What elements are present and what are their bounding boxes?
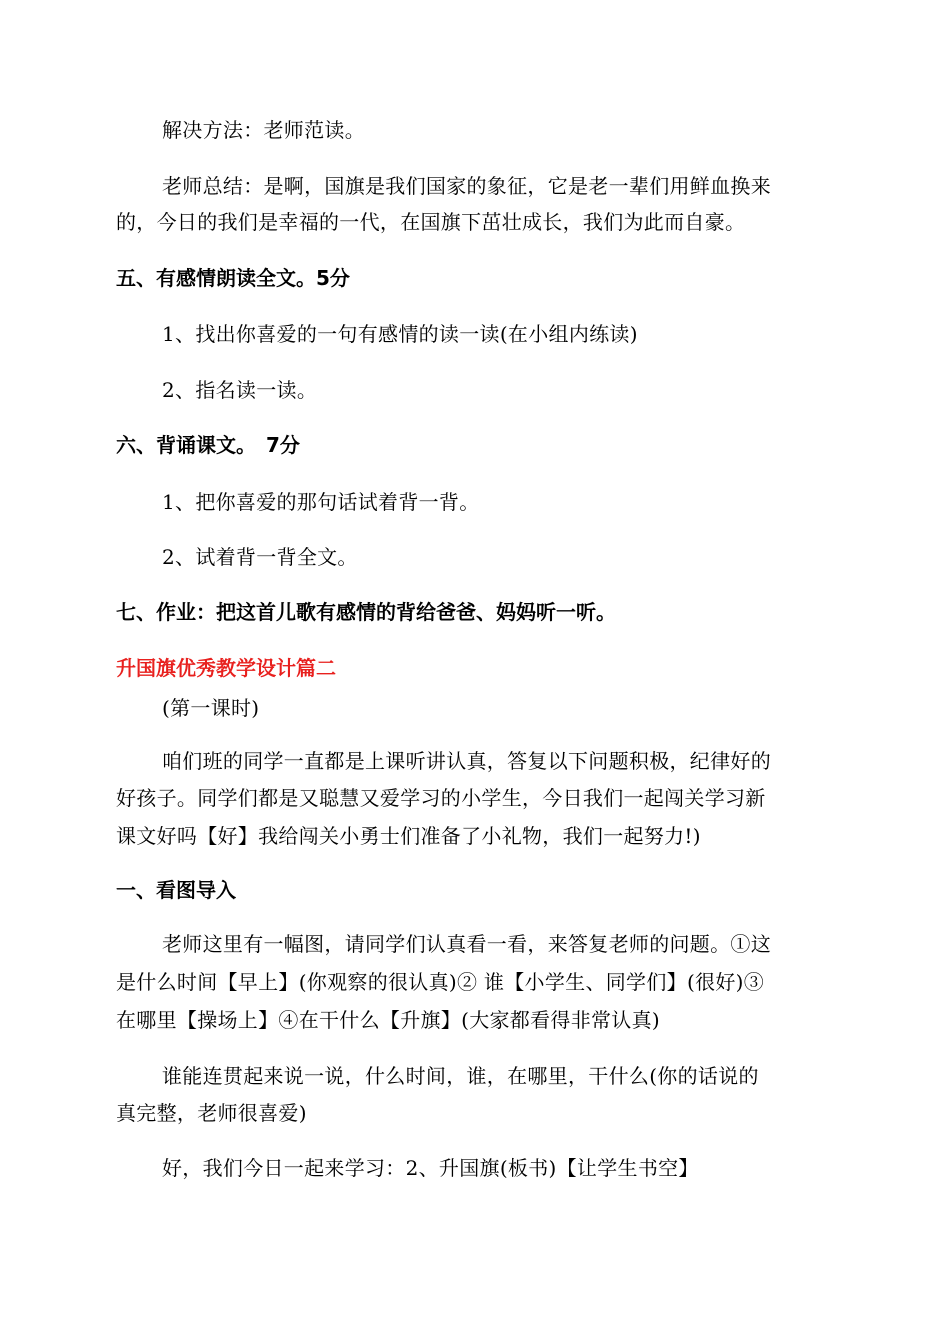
paragraph-summary-line-2: 的，今日的我们是幸福的一代，在国旗下茁壮成长，我们为此而自豪。 [116,210,746,234]
paragraph-lesson-start: 好，我们今日一起来学习：2、升国旗(板书)【让学生书空】 [162,1156,699,1180]
article-title-red: 升国旗优秀教学设计篇二 [116,656,336,680]
paragraph-summary-line-1: 老师总结：是啊，国旗是我们国家的象征，它是老一辈们用鲜血换来 [162,174,771,198]
paragraph-solution: 解决方法：老师范读。 [162,118,365,142]
lesson-period-label: (第一课时) [162,696,260,720]
paragraph-intro-line-1: 咱们班的同学一直都是上课听讲认真，答复以下问题积极，纪律好的 [162,749,771,773]
section-heading-1: 一、看图导入 [116,878,236,902]
section-heading-6: 六、背诵课文。 7分 [116,433,300,457]
list-item-5-2: 2、指名读一读。 [162,378,318,402]
paragraph-connect-line-2: 真完整，老师很喜爱) [116,1101,307,1125]
paragraph-intro-line-3: 课文好吗【好】我给闯关小勇士们准备了小礼物，我们一起努力!) [116,824,701,848]
paragraph-intro-line-2: 好孩子。同学们都是又聪慧又爱学习的小学生，今日我们一起闯关学习新 [116,786,766,810]
paragraph-picture-line-3: 在哪里【操场上】④在干什么【升旗】(大家都看得非常认真) [116,1008,661,1032]
list-item-6-1: 1、把你喜爱的那句话试着背一背。 [162,490,480,514]
list-item-5-1: 1、找出你喜爱的一句有感情的读一读(在小组内练读) [162,322,638,346]
section-heading-7: 七、作业：把这首儿歌有感情的背给爸爸、妈妈听一听。 [116,600,616,624]
paragraph-connect-line-1: 谁能连贯起来说一说，什么时间，谁，在哪里，干什么(你的话说的 [162,1064,759,1088]
section-heading-5: 五、有感情朗读全文。5分 [116,266,350,290]
list-item-6-2: 2、试着背一背全文。 [162,545,358,569]
paragraph-picture-line-1: 老师这里有一幅图，请同学们认真看一看，来答复老师的问题。①这 [162,932,771,956]
paragraph-picture-line-2: 是什么时间【早上】(你观察的很认真)② 谁【小学生、同学们】(很好)③ [116,970,765,994]
